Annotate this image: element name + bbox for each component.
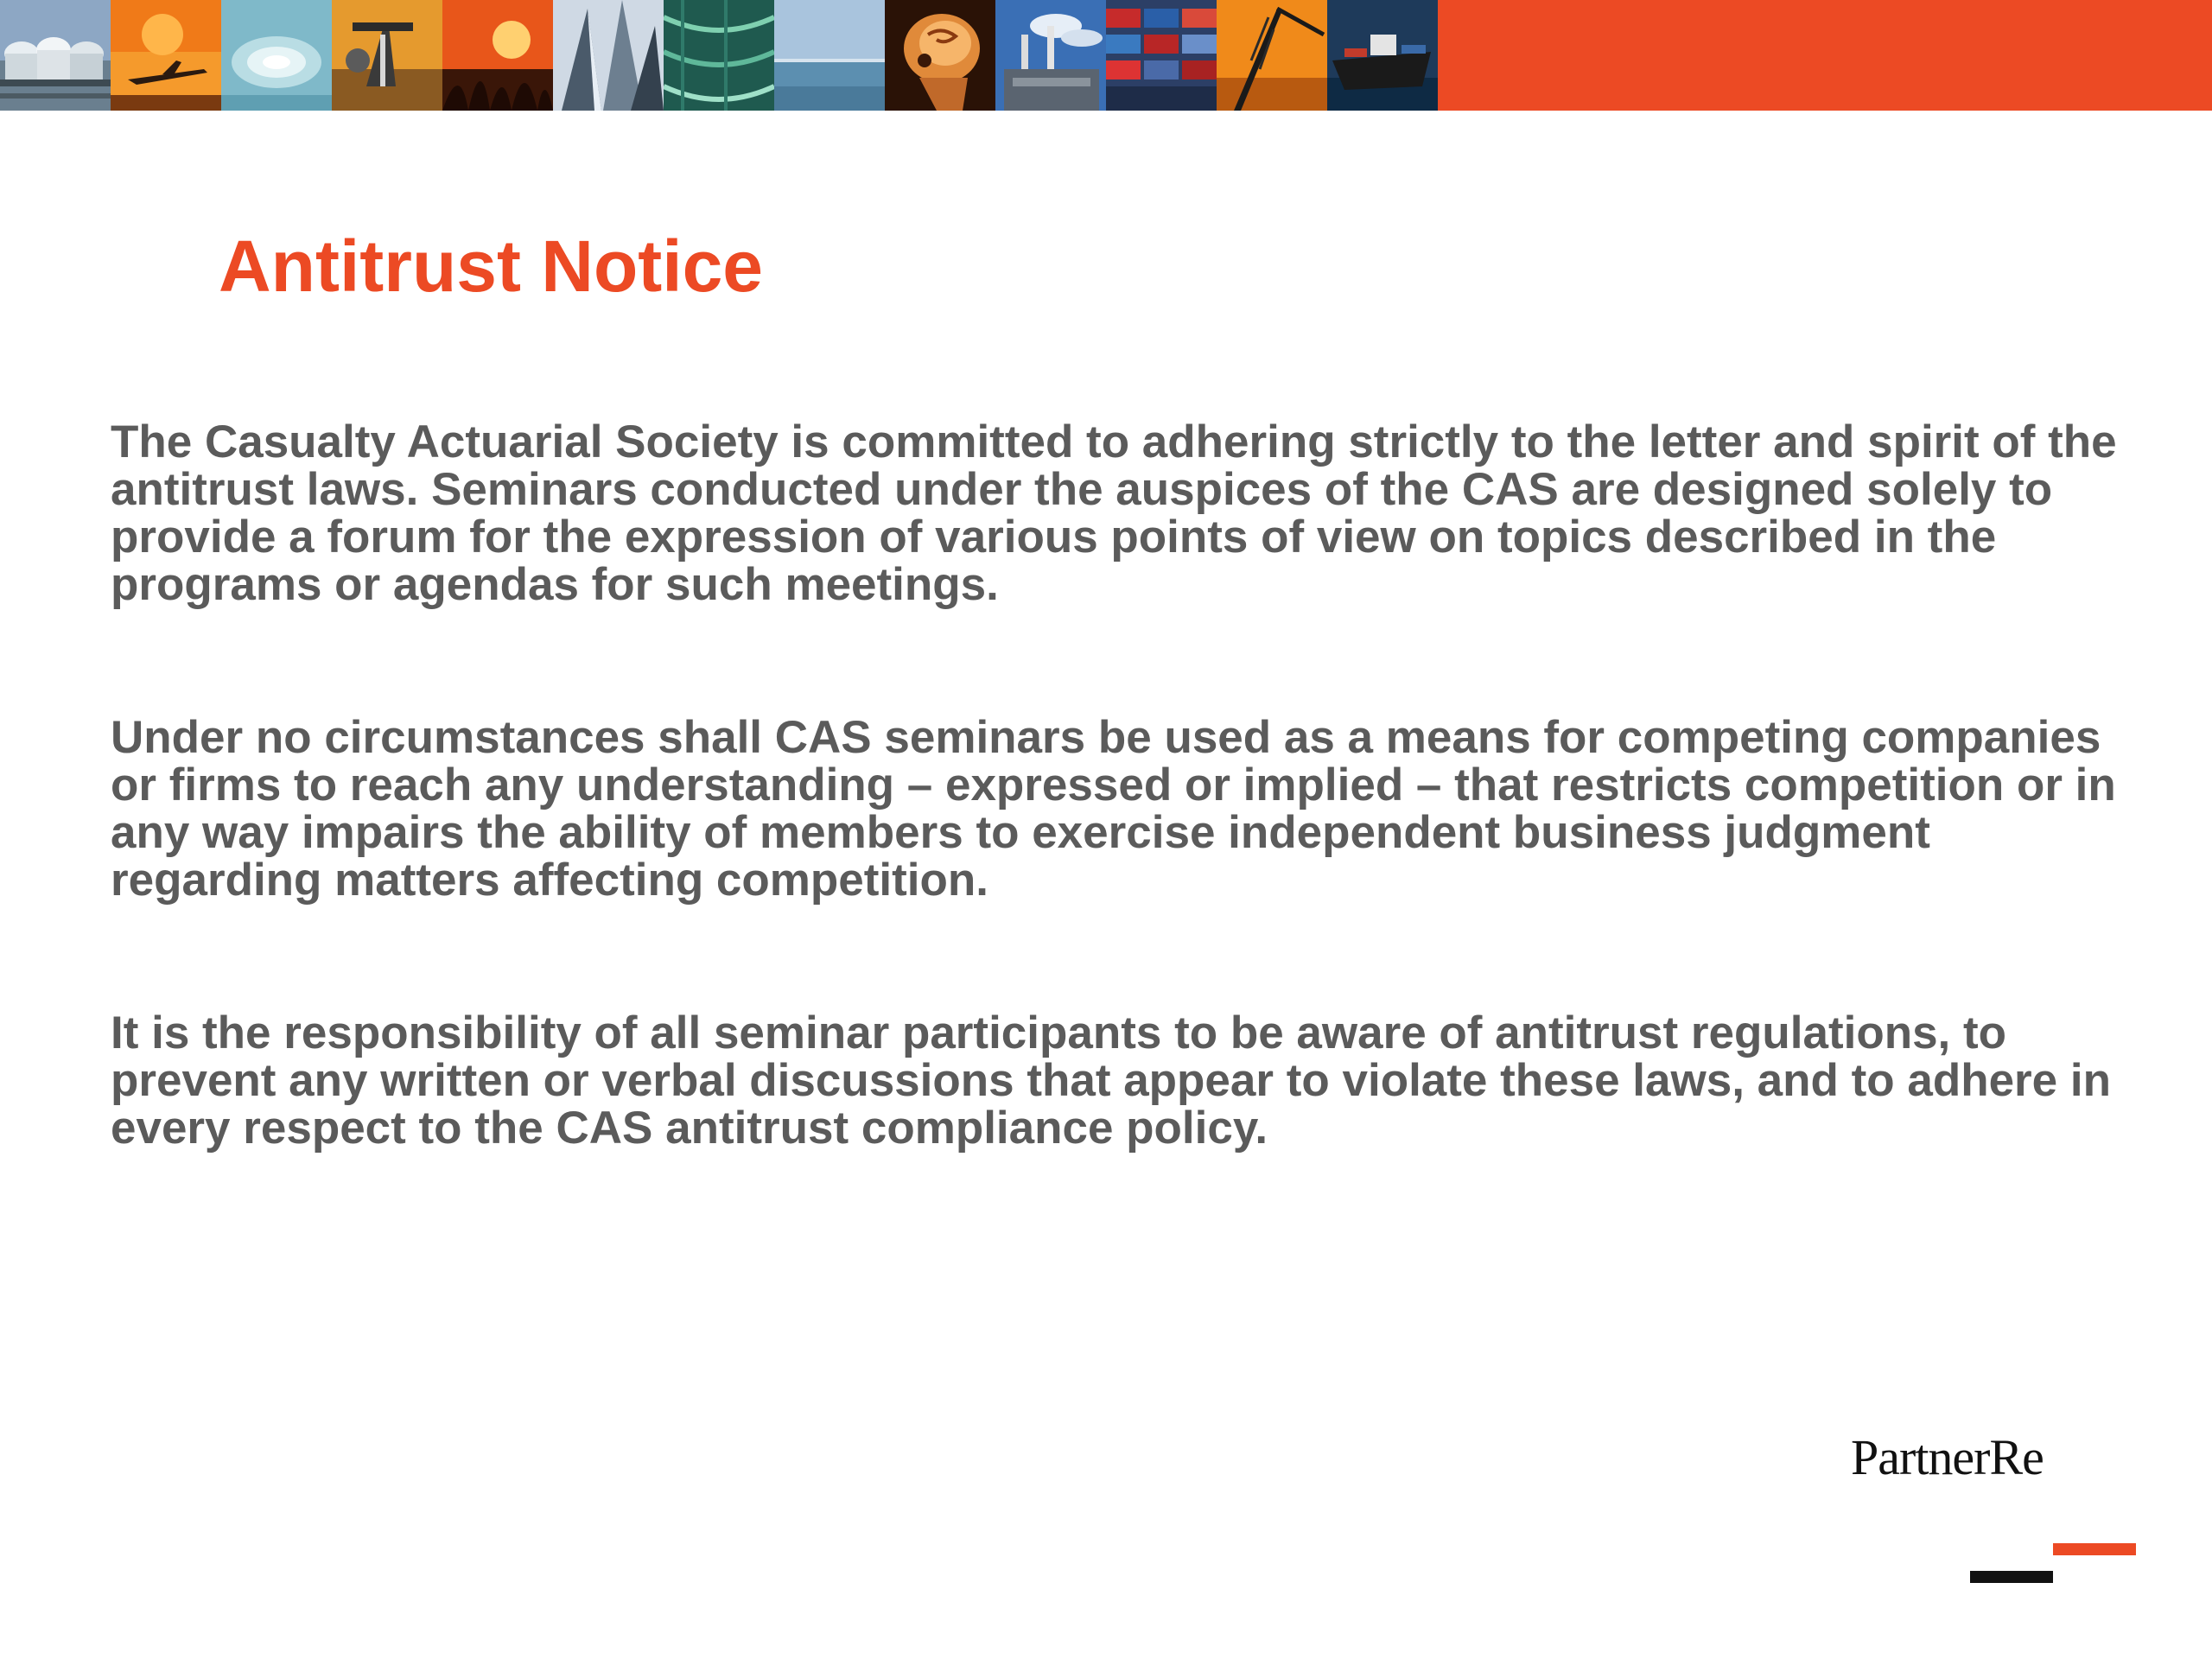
logo-black-bar (1970, 1571, 2053, 1583)
header-banner (0, 0, 2212, 111)
brain-scan-photo-icon (885, 0, 995, 111)
construction-crane-photo-icon (1217, 0, 1327, 111)
airplane-sunset-photo-icon (111, 0, 221, 111)
shipping-containers-photo-icon (1106, 0, 1217, 111)
paragraph-responsibility: It is the responsibility of all seminar participants to be aware of antitrust regulations, to prevent any written or verbal discussions that appear to violate these laws, and to adhere in every respect to the CAS antitrust compliance policy. (111, 1007, 2111, 1154)
slide-title: Antitrust Notice (219, 226, 763, 307)
storage-tanks-photo-icon (0, 0, 111, 111)
cargo-ship-photo-icon (1327, 0, 1438, 111)
sunset-grass-photo-icon (442, 0, 553, 111)
oil-pump-photo-icon (332, 0, 442, 111)
paragraph-commitment: The Casualty Actuarial Society is committed to adhering strictly to the letter and spirit of the antitrust laws. Seminars conducted under the auspices of the CAS are designed solely to provide a forum for the expression of various points of view on topics described in the programs or agendas for such meetings. (111, 416, 2117, 610)
dna-helix-photo-icon (664, 0, 774, 111)
water-splash-photo-icon (221, 0, 332, 111)
skyscrapers-photo-icon (553, 0, 664, 111)
photo-strip (0, 0, 1438, 111)
logo-red-bar (2053, 1543, 2136, 1555)
sea-horizon-photo-icon (774, 0, 885, 111)
paragraph-restrictions: Under no circumstances shall CAS seminars be used as a means for competing companies or firms to reach any understanding – expressed or implied – that restricts competition or in any way impairs the ability of members to exercise independent business judgment regarding matters affecting competition. (111, 712, 2116, 906)
partnerre-logo: PartnerRe (1851, 1429, 2044, 1485)
factory-chimneys-photo-icon (995, 0, 1106, 111)
